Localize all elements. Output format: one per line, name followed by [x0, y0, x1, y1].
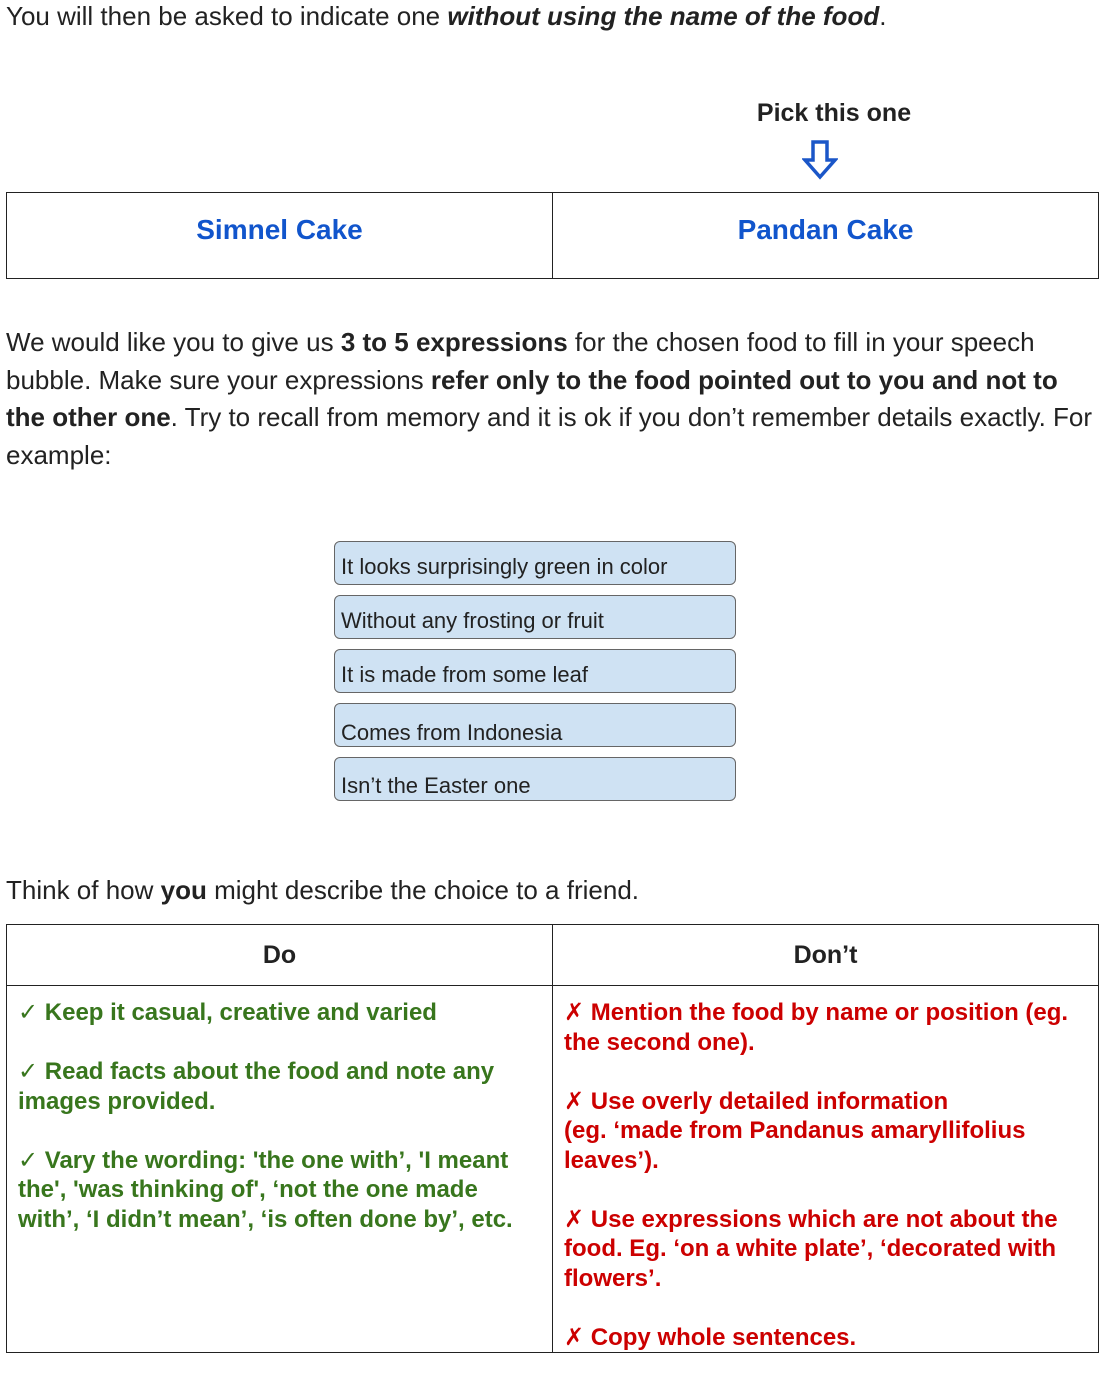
instructions-paragraph [6, 324, 1101, 474]
dont-header: Don’t [553, 925, 1099, 986]
do-item: ✓ Keep it casual, creative and varied [18, 999, 437, 1026]
guidelines-header-row [7, 925, 1099, 986]
example-bubble: Without any frosting or fruit [334, 595, 736, 639]
example-bubble: Comes from Indonesia [334, 703, 736, 747]
instructions-bold-1: 3 to 5 expressions [340, 327, 568, 357]
dont-item: ✗ Use overly detailed information (eg. ‘made from Pandanus amaryllifolius leaves’). [564, 1087, 1026, 1174]
think-text-bold: you [160, 875, 207, 905]
choice-pandan-cake: Pandan Cake [553, 193, 1099, 279]
dont-column [553, 986, 1099, 1353]
instructions-part-3: . Try to recall from memory and it is ok if you don’t remember details exactly. For example: [6, 402, 1093, 470]
choice-row [7, 193, 1099, 279]
example-bubble: Isn’t the Easter one [334, 757, 736, 801]
instructions-part-1: We would like you to give us [6, 327, 341, 357]
hollow-down-arrow-icon [802, 140, 838, 180]
think-text-plain: Think of how [6, 875, 161, 905]
do-column [7, 986, 553, 1353]
intro-text-emphasis: without using the name of the food [447, 1, 880, 31]
dont-item: ✗ Mention the food by name or position (eg. the second one). [564, 999, 1069, 1056]
intro-text-plain: You will then be asked to indicate one [6, 1, 448, 31]
example-bubble: It looks surprisingly green in color [334, 541, 736, 585]
think-text-end: might describe the choice to a friend. [206, 875, 639, 905]
choice-table [6, 192, 1099, 279]
dont-item: ✗ Use expressions which are not about the food. Eg. ‘on a white plate’, ‘decorated with flowers’. [564, 1205, 1058, 1292]
instructions-bold-2: refer only to the food pointed out to you and not to the other one [6, 364, 1058, 432]
think-text [6, 872, 639, 910]
guidelines-table [6, 924, 1099, 1353]
intro-text [6, 0, 886, 36]
do-item: ✓ Vary the wording: 'the one with’, 'I meant the', 'was thinking of', ‘not the one made with’, ‘I didn’t mean’, ‘is often done by’, etc. [18, 1146, 513, 1233]
do-item: ✓ Read facts about the food and note any images provided. [18, 1058, 495, 1115]
do-header: Do [7, 925, 553, 986]
guidelines-body-row [7, 986, 1099, 1353]
dont-item: ✗ Copy whole sentences. [564, 1323, 857, 1351]
choice-simnel-cake: Simnel Cake [7, 193, 553, 279]
pick-label: Pick this one [756, 99, 912, 127]
intro-text-end: . [879, 1, 887, 31]
example-bubble: It is made from some leaf [334, 649, 736, 693]
instructions-part-2: for the chosen food to fill in your speech bubble. Make sure your expressions [6, 327, 1035, 395]
